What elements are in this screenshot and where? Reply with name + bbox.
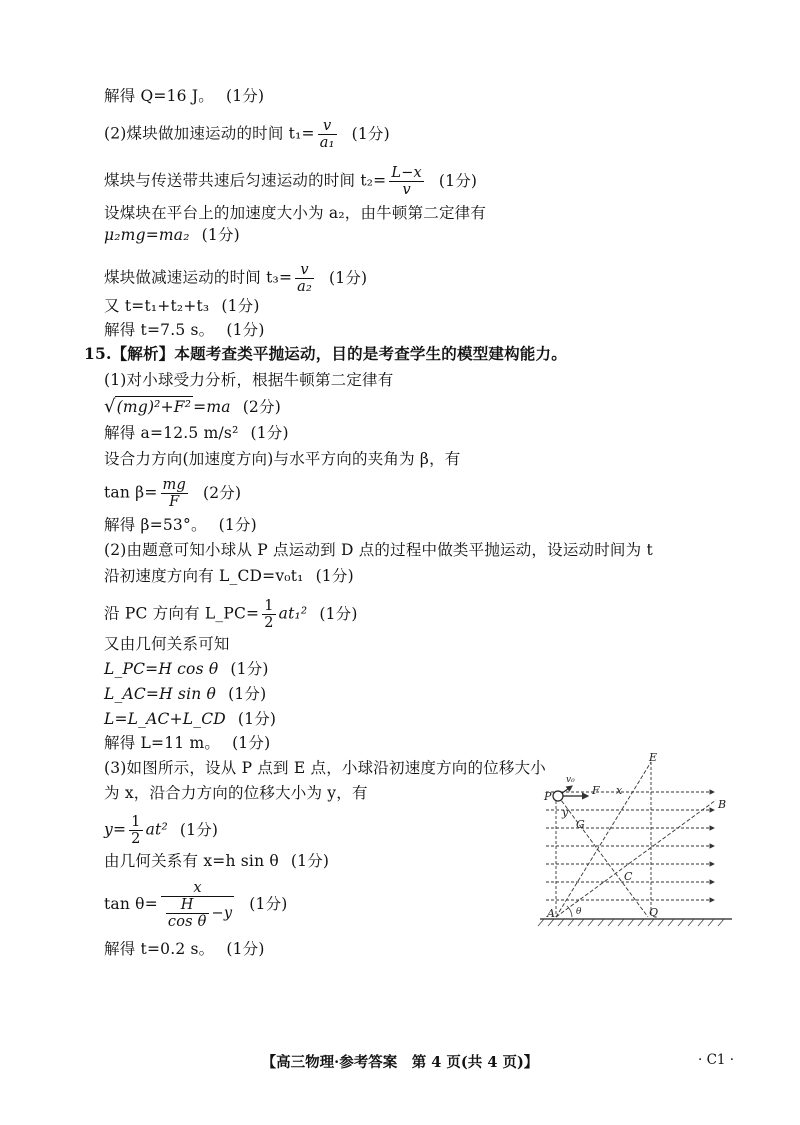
numerator: mg [162, 477, 186, 493]
theta-arc [567, 906, 572, 917]
field-lines [546, 792, 714, 900]
text: y= [104, 820, 127, 839]
fraction [318, 118, 337, 151]
line-l-sum [104, 709, 276, 729]
equation: L_PC=H cos θ [104, 660, 219, 678]
line-y-formula [104, 814, 218, 847]
line-platform-accel: 设煤块在平台上的加速度大小为 a₂，由牛顿第二定律有 [104, 204, 487, 222]
page-footer: 【高三物理·参考答案 第 4 页(共 4 页)】 [261, 1054, 539, 1071]
label-b: B [718, 798, 727, 811]
inner-numerator: H [166, 897, 209, 914]
points: (1分) [290, 852, 330, 870]
points: (1分) [250, 424, 289, 442]
ball [553, 791, 563, 801]
text: 煤块与传送带共速后匀速运动的时间 t₂= [104, 171, 387, 190]
line-heat-result [104, 86, 264, 106]
label-a: A [547, 907, 555, 920]
text: 解得 L=11 m。 [104, 734, 221, 752]
line-tan-beta [104, 477, 241, 510]
line-decel-time [104, 262, 367, 295]
points: (1分) [249, 895, 288, 913]
points: (1分) [226, 87, 265, 105]
label-e: E [649, 752, 658, 764]
line-part3-cont: 为 x，沿合力方向的位移大小为 y，有 [104, 784, 368, 802]
inner-fraction [166, 897, 209, 930]
numerator: 1 [131, 814, 141, 830]
denominator: a₁ [319, 135, 335, 151]
denominator: 2 [131, 831, 141, 847]
equation-rhs: at² [145, 820, 168, 839]
line-part3-intro: (3)如图所示，设从 P 点到 E 点，小球沿初速度方向的位移大小 [104, 759, 547, 777]
line-accel-result [104, 423, 289, 443]
points: (1分) [438, 171, 478, 190]
question-15-heading [84, 344, 567, 364]
points: (1分) [228, 685, 267, 703]
fraction [295, 262, 314, 295]
physics-diagram [536, 752, 736, 934]
text: 解得 a=12.5 m/s² [104, 424, 239, 442]
ground-hatch [538, 919, 724, 926]
text: tan θ= [104, 895, 158, 913]
line-tan-theta [104, 880, 288, 930]
points: (2分) [242, 398, 281, 416]
line-t-result [104, 939, 265, 959]
radicand: (mg)²+F² [116, 398, 192, 416]
line-initial-velocity-dir [104, 566, 354, 586]
line-accel-time [104, 118, 390, 151]
points: (1分) [232, 734, 271, 752]
points: (1分) [179, 820, 219, 839]
label-y: y [562, 806, 569, 819]
points: (1分) [319, 604, 358, 623]
equation: μ₂mg=ma₂ [104, 226, 190, 244]
numerator: x [161, 880, 234, 897]
numerator: 1 [264, 598, 274, 614]
label-theta: θ [576, 907, 582, 917]
denominator: v [402, 182, 411, 198]
line-uniform-time [104, 165, 477, 198]
equation: L_AC=H sin θ [104, 685, 217, 703]
text: 解得 Q=16 J。 [104, 87, 214, 105]
label-c: C [624, 870, 633, 883]
line-x-geometry [104, 851, 329, 871]
fraction [161, 477, 188, 510]
denominator: a₂ [297, 279, 313, 295]
points: (1分) [329, 268, 368, 287]
points: (1分) [237, 710, 277, 728]
analysis-text: 本题考查类平抛运动，目的是考查学生的模型建构能力。 [174, 344, 567, 363]
denominator-tail: −y [211, 905, 233, 922]
points: (1分) [226, 940, 265, 958]
denominator [161, 897, 234, 930]
line-sqrt-equation [104, 396, 281, 417]
line-lac [104, 684, 266, 704]
label-f: F [592, 784, 600, 797]
equation: L=L_AC+L_CD [104, 710, 226, 728]
points: (1分) [221, 297, 260, 315]
label-g: G [576, 818, 585, 831]
text: 由几何关系有 x=h sin θ [104, 852, 279, 870]
text: 解得 t=0.2 s。 [104, 940, 215, 958]
points: (1分) [351, 124, 390, 143]
sqrt-sign: √ [104, 396, 116, 417]
equation: 沿初速度方向有 L_CD=v₀t₁ [104, 567, 304, 585]
fraction [262, 598, 275, 631]
inner-denominator: cos θ [167, 914, 207, 930]
fraction [129, 814, 142, 847]
line-l-result [104, 733, 270, 753]
numerator: v [318, 118, 337, 135]
points: (1分) [226, 321, 265, 339]
line-part2-intro: (2)由题意可知小球从 P 点运动到 D 点的过程中做类平抛运动，设运动时间为 t [104, 541, 653, 559]
label-x: x [616, 784, 623, 797]
question-number: 15. [84, 344, 112, 363]
equation-rhs: =ma [193, 398, 231, 416]
text: (2)煤块做加速运动的时间 t₁= [104, 124, 315, 143]
label-q: Q [649, 906, 659, 919]
equation-rhs: at₁² [278, 604, 308, 623]
equation: 又 t=t₁+t₂+t₃ [104, 297, 210, 315]
points: (2分) [202, 483, 242, 502]
footer-code: · C1 · [698, 1052, 735, 1068]
numerator: v [295, 262, 314, 279]
line-geometry-intro: 又由几何关系可知 [104, 635, 230, 653]
text: 解得 β=53°。 [104, 516, 207, 534]
line-newton-eq [104, 225, 240, 245]
line-force-analysis: (1)对小球受力分析，根据牛顿第二定律有 [104, 371, 394, 389]
line-lpc [104, 659, 269, 679]
line-ae [556, 762, 651, 917]
compound-fraction [161, 880, 234, 930]
points: (1分) [230, 660, 269, 678]
numerator: L−x [391, 165, 422, 181]
line-pq [558, 796, 648, 917]
label-v0: v₀ [566, 775, 575, 785]
fraction [389, 165, 424, 198]
line-time-result [104, 320, 265, 340]
line-total-time [104, 296, 260, 316]
label-p: P [544, 790, 552, 803]
line-angle-setup: 设合力方向(加速度方向)与水平方向的夹角为 β，有 [104, 450, 461, 468]
text: 沿 PC 方向有 L_PC= [104, 604, 260, 623]
points: (1分) [315, 567, 354, 585]
text: 煤块做减速运动的时间 t₃= [104, 268, 293, 287]
analysis-tag: 【解析】 [111, 344, 175, 363]
line-pc-dir [104, 598, 358, 631]
denominator: F [169, 494, 180, 510]
text: 解得 t=7.5 s。 [104, 321, 215, 339]
text: tan β= [104, 483, 158, 502]
line-beta-result [104, 515, 257, 535]
denominator: 2 [264, 615, 274, 631]
points: (1分) [218, 516, 257, 534]
points: (1分) [201, 226, 240, 244]
